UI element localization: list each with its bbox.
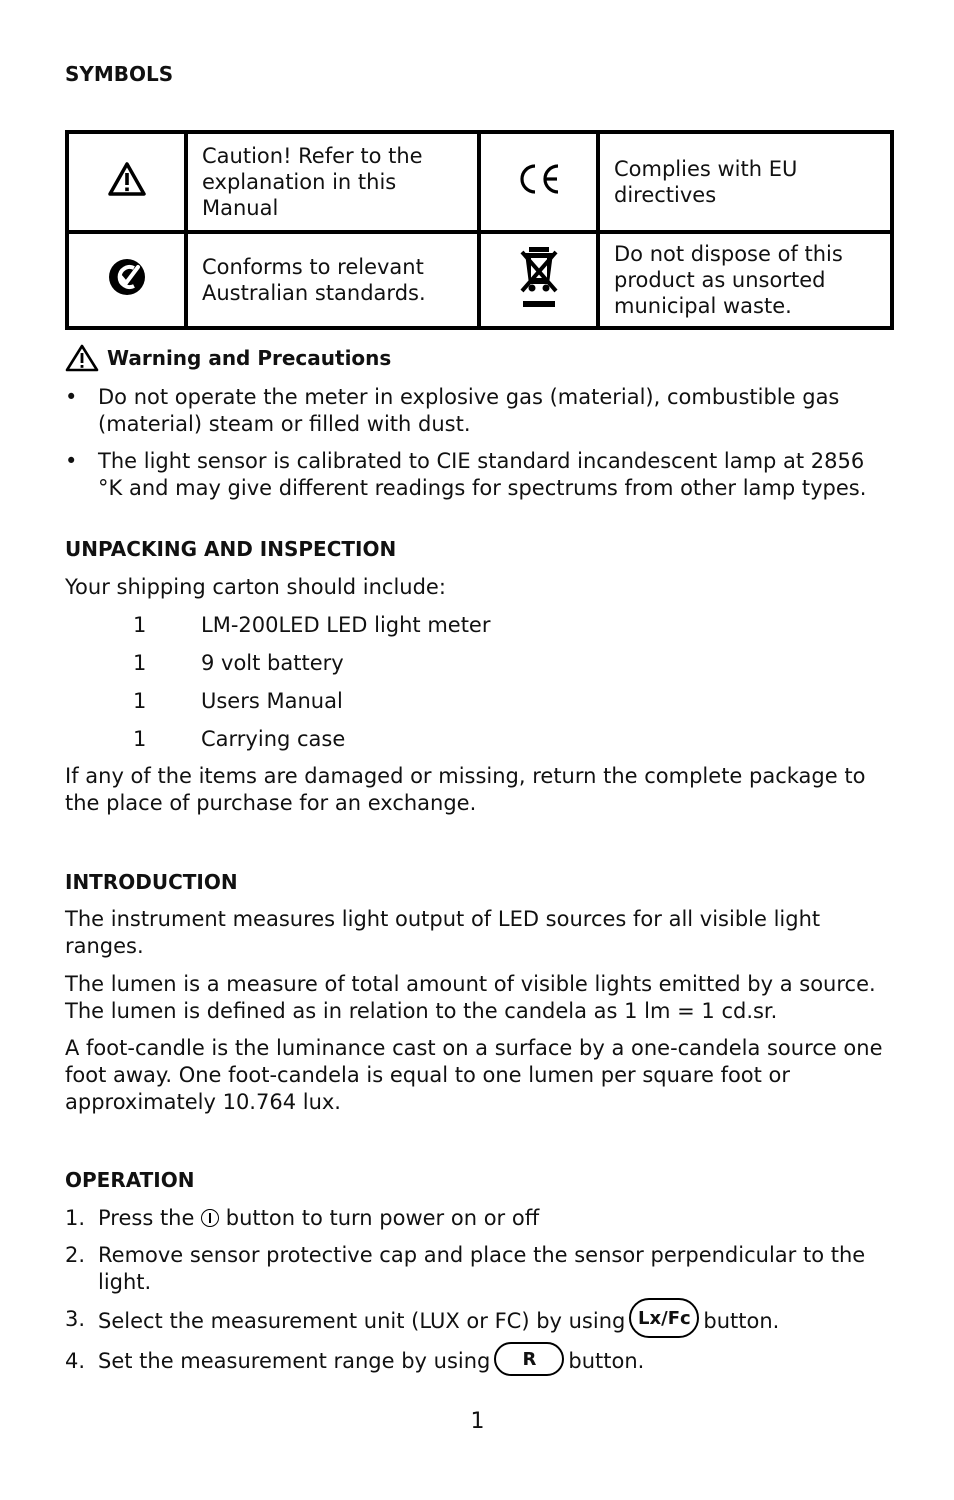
warning-item — [65, 448, 890, 502]
item-name: Carrying case — [201, 727, 346, 751]
intro-paragraph: A foot-candle is the luminance cast on a surface by a one-candela source one foot away. One foot-candela is equal to one lumen per square foot or approximately 10.764 lux. — [65, 1036, 883, 1114]
ce-mark-icon — [516, 161, 562, 197]
step-number: 4. — [65, 1349, 86, 1373]
item-quantity: 1 — [133, 613, 147, 637]
ce-symbol-cell — [479, 132, 598, 232]
page-number: 1 — [470, 1409, 485, 1434]
step-item — [65, 1348, 890, 1376]
warning-heading — [65, 344, 391, 372]
intro-paragraph: The lumen is a measure of total amount of visible lights emitted by a source. The lumen is defined as in relation to the candela as 1 lm = 1 cd.sr. — [65, 972, 876, 1023]
list-item — [133, 726, 491, 764]
caution-triangle-icon — [108, 162, 146, 196]
item-name: Users Manual — [201, 689, 343, 713]
ctick-symbol-cell — [67, 232, 186, 328]
step-number: 3. — [65, 1307, 86, 1331]
symbols-table — [65, 130, 894, 330]
warning-triangle-icon — [65, 344, 99, 372]
list-item — [133, 688, 491, 726]
package-contents-list — [133, 612, 491, 764]
unpacking-intro: Your shipping carton should include: — [65, 575, 446, 599]
step-text: Remove sensor protective cap and place the sensor perpendicular to the light. — [98, 1243, 866, 1294]
weee-description: Do not dispose of this product as unsorted municipal waste. — [598, 232, 892, 328]
step-item — [65, 1242, 890, 1296]
list-item — [133, 612, 491, 650]
operation-steps — [65, 1205, 890, 1386]
power-icon — [201, 1209, 219, 1227]
item-quantity: 1 — [133, 727, 147, 751]
unpacking-outro: If any of the items are damaged or missing, return the complete package to the place of purchase for an exchange. — [65, 764, 866, 815]
warning-heading-text: Warning and Precautions — [107, 345, 392, 370]
warning-item — [65, 384, 890, 438]
step-number: 2. — [65, 1243, 86, 1267]
step-text: button to turn power on or off — [225, 1206, 540, 1230]
unpacking-heading: UNPACKING AND INSPECTION — [65, 537, 397, 561]
ce-description: Complies with EU directives — [598, 132, 892, 232]
item-name: LM-200LED LED light meter — [201, 613, 491, 637]
operation-heading: OPERATION — [65, 1168, 195, 1192]
step-number: 1. — [65, 1206, 86, 1230]
c-tick-mark-icon — [107, 257, 147, 297]
caution-symbol-cell — [67, 132, 186, 232]
bullet-icon: • — [65, 385, 78, 409]
range-button-icon: R — [494, 1342, 564, 1376]
introduction-heading: INTRODUCTION — [65, 870, 238, 894]
step-text: button. — [703, 1309, 780, 1333]
symbols-heading: SYMBOLS — [65, 62, 174, 86]
warning-list — [65, 384, 890, 512]
ctick-description: Conforms to relevant Australian standards. — [186, 232, 479, 328]
list-item — [133, 650, 491, 688]
item-quantity: 1 — [133, 689, 147, 713]
item-name: 9 volt battery — [201, 651, 344, 675]
lx-fc-button-icon: Lx/Fc — [629, 1298, 699, 1338]
crossed-bin-icon — [519, 244, 559, 310]
step-item — [65, 1306, 890, 1338]
intro-paragraph: The instrument measures light output of LED sources for all visible light ranges. — [65, 907, 821, 958]
step-text: Set the measurement range by using — [98, 1349, 491, 1373]
caution-description: Caution! Refer to the explanation in this Manual — [186, 132, 479, 232]
step-text: Select the measurement unit (LUX or FC) by using — [98, 1309, 626, 1333]
warning-item-text: The light sensor is calibrated to CIE standard incandescent lamp at 2856 °K and may give different readings for spectrums from other lamp types. — [98, 449, 867, 500]
warning-item-text: Do not operate the meter in explosive gas (material), combustible gas (material) steam or filled with dust. — [98, 385, 840, 436]
bullet-icon: • — [65, 449, 78, 473]
step-text: Press the — [98, 1206, 195, 1230]
step-item — [65, 1205, 890, 1232]
weee-symbol-cell — [479, 232, 598, 328]
step-text: button. — [568, 1349, 645, 1373]
item-quantity: 1 — [133, 651, 147, 675]
